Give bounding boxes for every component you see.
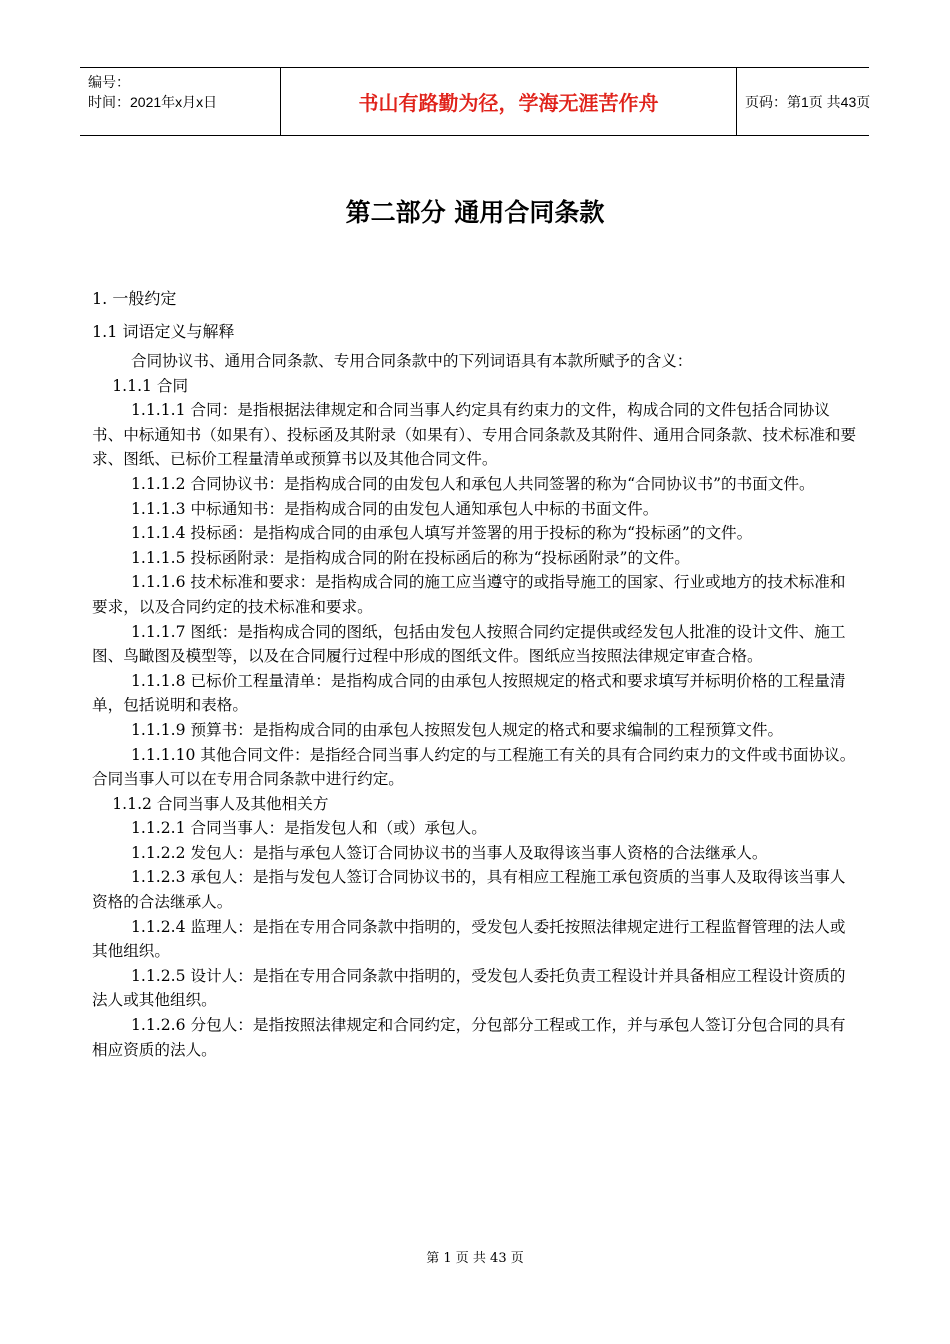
code-label: 编号：	[88, 74, 130, 90]
header-page-info: 页码：第1页 共43页	[745, 93, 871, 110]
document-body	[92, 349, 858, 1062]
paragraph: 1.1.2.1 合同当事人：是指发包人和（或）承包人。	[131, 819, 487, 838]
paragraph: 1.1.1.1 合同：是指根据法律规定和合同当事人约定具有约束力的文件，构成合同的文件包括合同协议书、中标通知书（如果有）、投标函及其附录（如果有）、专用合同条款及其附件、通用合同条款、技术标准和要求、图纸、已标价工程量清单或预算书以及其他合同文件。	[92, 401, 857, 469]
header-motto-cell	[281, 68, 736, 135]
paragraph: 1.1.2.6 分包人：是指按照法律规定和合同约定，分包部分工程或工作，并与承包人签订分包合同的具有相应资质的法人。	[92, 1016, 846, 1059]
paragraph: 1.1.1.7 图纸：是指构成合同的图纸，包括由发包人按照合同约定提供或经发包人批准的设计文件、施工图、鸟瞰图及模型等，以及在合同履行过程中形成的图纸文件。图纸应当按照法律规定审查合格。	[92, 622, 846, 666]
paragraph: 1.1.1.6 技术标准和要求：是指构成合同的施工应当遵守的或指导施工的国家、行业或地方的技术标准和要求，以及合同约定的技术标准和要求。	[92, 573, 846, 616]
time-label: 时间：2021年x月x日	[88, 94, 218, 110]
paragraph: 1.1.1.9 预算书：是指构成合同的由承包人按照发包人规定的格式和要求编制的工程预算文件。	[131, 720, 784, 739]
paragraph: 合同协议书、通用合同条款、专用合同条款中的下列词语具有本款所赋予的含义：	[131, 352, 693, 370]
page-header	[80, 67, 869, 136]
subsection-heading: 1.1 词语定义与解释	[92, 322, 235, 341]
paragraph: 1.1.1.2 合同协议书：是指构成合同的由发包人和承包人共同签署的称为“合同协议书”的书面文件。	[131, 474, 815, 493]
paragraph: 1.1.2.3 承包人：是指与发包人签订合同协议书的，具有相应工程施工承包资质的当事人及取得该当事人资格的合法继承人。	[92, 868, 846, 912]
page-footer: 第 1 页 共 43 页	[426, 1251, 524, 1266]
paragraph: 1.1.1.4 投标函：是指构成合同的由承包人填写并签署的用于投标的称为“投标函”的文件。	[131, 524, 753, 543]
header-meta-cell	[80, 68, 280, 135]
paragraph: 1.1.1.3 中标通知书：是指构成合同的由发包人通知承包人中标的书面文件。	[131, 499, 659, 518]
paragraph: 1.1.1.8 已标价工程量清单：是指构成合同的由承包人按照规定的格式和要求填写并标明价格的工程量清单，包括说明和表格。	[92, 671, 846, 715]
document-title: 第二部分 通用合同条款	[345, 198, 605, 227]
paragraph: 1.1.2.4 监理人：是指在专用合同条款中指明的，受发包人委托按照法律规定进行工程监督管理的法人或其他组织。	[92, 917, 846, 961]
clause-heading: 1.1.2 合同当事人及其他相关方	[112, 794, 329, 813]
section-heading: 1. 一般约定	[92, 289, 177, 308]
clause-heading: 1.1.1 合同	[112, 376, 189, 395]
paragraph: 1.1.2.5 设计人：是指在专用合同条款中指明的，受发包人委托负责工程设计并具备相应工程设计资质的法人或其他组织。	[92, 966, 846, 1010]
paragraph: 1.1.1.5 投标函附录：是指构成合同的附在投标函后的称为“投标函附录”的文件。	[131, 548, 690, 567]
paragraph: 1.1.2.2 发包人：是指与承包人签订合同协议书的当事人及取得该当事人资格的合法继承人。	[131, 843, 768, 862]
header-motto: 书山有路勤为径，学海无涯苦作舟	[358, 93, 659, 115]
paragraph: 1.1.1.10 其他合同文件：是指经合同当事人约定的与工程施工有关的具有合同约束力的文件或书面协议。合同当事人可以在专用合同条款中进行约定。	[92, 745, 856, 789]
